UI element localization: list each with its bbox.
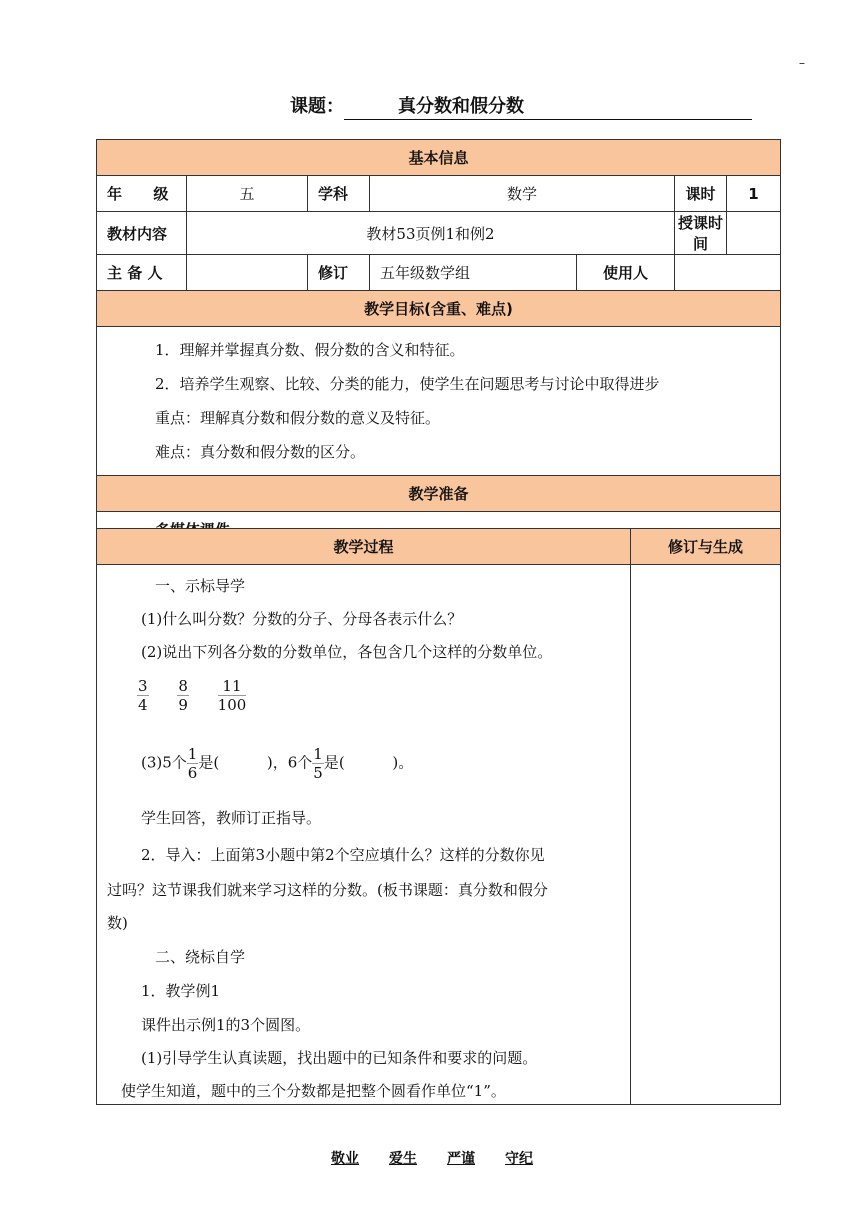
title-label: 课题： <box>290 96 344 117</box>
grade-label: 年 级 <box>97 176 187 212</box>
motto-item: 严谨 <box>447 1151 475 1167</box>
fraction: $\frac{1}{5}$ <box>313 745 323 782</box>
process-line: (1)什么叫分数？分数的分子、分母各表示什么？ <box>141 610 463 628</box>
process-line: 1．教学例1 <box>141 982 221 1000</box>
process-body <box>97 565 631 1105</box>
page-title <box>290 92 752 120</box>
subject-label: 学科 <box>308 176 370 212</box>
period-label: 课时 <box>675 176 727 212</box>
fraction: $\frac{8}{9}$ <box>178 677 188 714</box>
basic-info-table <box>96 139 781 547</box>
corner-mark: – <box>799 56 805 70</box>
motto-item: 敬业 <box>331 1151 359 1167</box>
subject-value: 数学 <box>370 176 675 212</box>
question-3: (3)5个 $\frac{1}{6}$ 是( )，6个 $\frac{1}{5}$ 是( )。 <box>141 745 414 782</box>
fraction: $\frac{1}{6}$ <box>187 745 198 782</box>
process-line: 学生回答，教师订正指导。 <box>141 809 322 827</box>
process-line: 数) <box>107 914 128 932</box>
motto-item: 守纪 <box>505 1151 533 1167</box>
preparer-value <box>187 255 308 291</box>
footer-motto <box>331 1148 533 1168</box>
goal-item: 1．理解并掌握真分数、假分数的含义和特征。 <box>155 341 465 359</box>
fraction: $\frac{11}{100}$ <box>217 677 247 714</box>
content-value: 教材53页例1和例2 <box>187 212 675 255</box>
revise-value: 五年级数学组 <box>370 255 577 291</box>
fraction-list <box>137 677 246 714</box>
time-value <box>727 212 781 255</box>
user-value <box>675 255 781 291</box>
title-subject: 真分数和假分数 <box>344 95 752 120</box>
process-line: 使学生知道，题中的三个分数都是把整个圆看作单位“1”。 <box>121 1082 506 1100</box>
fraction: $\frac{3}{4}$ <box>138 677 148 714</box>
revise-label: 修订 <box>308 255 370 291</box>
basic-info-header: 基本信息 <box>97 140 781 176</box>
grade-value: 五 <box>187 176 308 212</box>
period-value: 1 <box>727 176 781 212</box>
time-label: 授课时间 <box>675 212 727 255</box>
content-label: 教材内容 <box>97 212 187 255</box>
goal-item: 重点：理解真分数和假分数的意义及特征。 <box>155 409 441 427</box>
motto-item: 爱生 <box>389 1151 417 1167</box>
process-line: (2)说出下列各分数的分数单位，各包含几个这样的分数单位。 <box>141 643 553 661</box>
goals-header: 教学目标(含重、难点) <box>97 291 781 327</box>
revision-body <box>631 565 781 1105</box>
user-label: 使用人 <box>577 255 675 291</box>
process-line: 过吗？这节课我们就来学习这样的分数。(板书课题：真分数和假分 <box>107 881 548 899</box>
process-header: 教学过程 <box>97 529 631 565</box>
goal-item: 2．培养学生观察、比较、分类的能力，使学生在问题思考与讨论中取得进步 <box>155 375 660 393</box>
process-line: 2．导入：上面第3小题中第2个空应填什么？这样的分数你见 <box>141 846 545 864</box>
process-line: 一、示标导学 <box>155 577 246 595</box>
revision-header: 修订与生成 <box>631 529 781 565</box>
process-table <box>96 528 781 1105</box>
process-line: 课件出示例1的3个圆图。 <box>141 1016 311 1034</box>
preparer-label: 主 备 人 <box>97 255 187 291</box>
process-line: (1)引导学生认真读题，找出题中的已知条件和要求的问题。 <box>141 1049 538 1067</box>
goal-item: 难点：真分数和假分数的区分。 <box>155 443 366 461</box>
prep-header: 教学准备 <box>97 476 781 512</box>
goals-body <box>97 327 781 476</box>
process-line: 二、绕标自学 <box>155 948 246 966</box>
